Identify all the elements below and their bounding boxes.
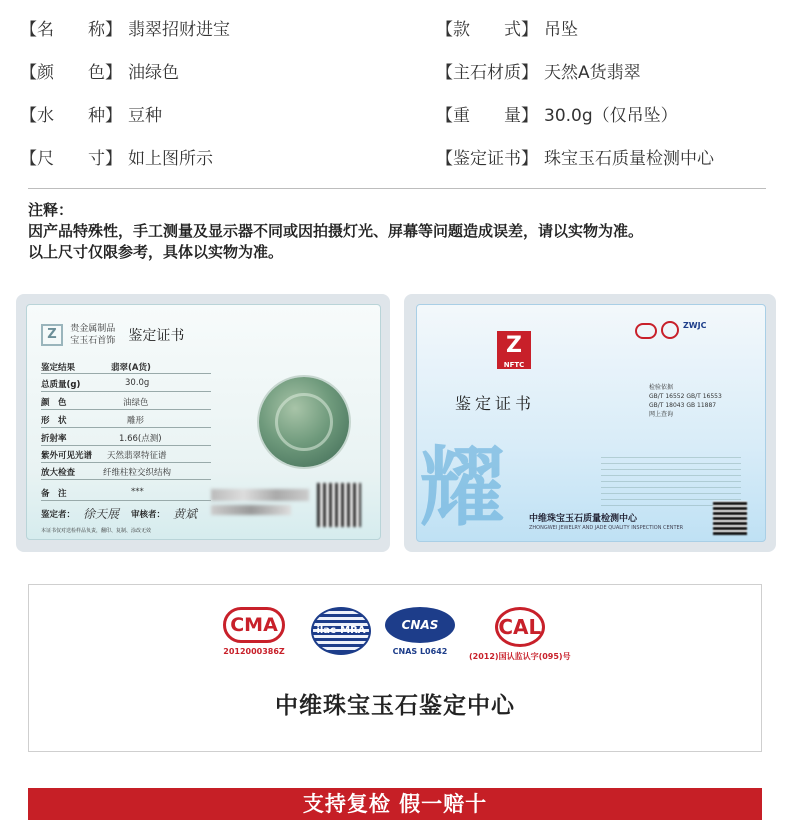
cert-rule: [41, 462, 211, 463]
spec-value: 翡翠招财进宝: [128, 20, 230, 40]
cma-logo-caption: 2012000386Z: [223, 647, 285, 656]
standards-line: 检验依据: [649, 384, 674, 391]
spec-value: 30.0g（仅吊坠）: [544, 106, 678, 126]
spec-row-certificate: [436, 147, 714, 171]
cert-key: 紫外可见光谱: [41, 451, 93, 461]
cert-rule: [41, 479, 211, 480]
cert-value: 油绿色: [123, 398, 149, 408]
certificate-issuer: 中维珠宝玉石质量检测中心: [529, 514, 638, 524]
cert-reviewer-label: 审核者：: [131, 510, 166, 520]
seal-badge-icon: [661, 321, 679, 339]
spec-row-style: [436, 18, 578, 42]
standards-line: GB/T 16552 GB/T 16553: [649, 393, 722, 400]
cma-badge-icon: [635, 323, 657, 339]
blurred-serial-number: [211, 489, 309, 501]
ilac-mra-logo: [311, 607, 371, 655]
spec-label: 【颜 色】: [20, 63, 122, 83]
cert-rule: [41, 427, 211, 428]
cert-key: 总质量(g): [41, 380, 81, 390]
spec-value: 油绿色: [128, 63, 179, 83]
cnas-logo-icon: CNAS: [385, 607, 455, 643]
standards-line: 网上查询: [649, 411, 674, 418]
cma-logo-icon: CMA: [223, 607, 285, 643]
cert-key: 备 注: [41, 489, 67, 499]
cert-rule: [41, 500, 211, 501]
nftc-logo-icon: Z: [497, 331, 531, 361]
spec-divider: [28, 188, 766, 189]
cert-value: 雕形: [127, 416, 145, 426]
certificate-photo-right: [404, 294, 776, 552]
notes-line-2: 以上尺寸仅限参考，具体以实物为准。: [28, 243, 284, 261]
cert-reviewer-signature: 黄斌: [173, 507, 198, 521]
notes-line-1: 因产品特殊性，手工测量及显示器不同或因拍摄灯光、屏幕等问题造成误差，请以实物为准。: [28, 222, 644, 240]
cert-value: 1.66(点测): [119, 434, 162, 444]
qr-code-icon: [317, 483, 361, 527]
spec-row-weight: [436, 104, 678, 128]
certificate-title: 鉴定证书: [128, 328, 185, 344]
certificate-issuer-en: ZHONGWEI JEWELRY AND JADE QUALITY INSPECTION CENTER: [529, 525, 684, 531]
spec-value: 天然A货翡翠: [544, 63, 641, 83]
certificate-logo-icon: Z: [41, 324, 63, 346]
cert-key: 形 状: [41, 416, 67, 426]
cert-inspector-label: 鉴定者：: [41, 510, 76, 520]
authority-title: 中维珠宝玉石鉴定中心: [275, 693, 515, 719]
product-spec-table: [0, 0, 790, 190]
cert-value: 纤维柱粒交织结构: [103, 468, 172, 478]
spec-label: 【重 量】: [436, 106, 538, 126]
spec-row-water-type: [20, 104, 162, 128]
certificate-org: [70, 323, 115, 347]
cert-rule: [41, 373, 211, 374]
cert-value: 30.0g: [125, 378, 150, 388]
blurred-serial-number: [211, 505, 291, 515]
certificate-title: 鉴定证书: [455, 394, 536, 413]
spec-label: 【水 种】: [20, 106, 122, 126]
cert-key: 鉴定结果: [41, 363, 76, 373]
spec-value: 吊坠: [544, 20, 578, 40]
spec-value: 如上图所示: [128, 149, 213, 169]
cert-key: 放大检查: [41, 468, 76, 478]
certificate-org-line-1: 贵金属制品: [70, 324, 116, 334]
nftc-logo-text: NFTC: [497, 361, 531, 369]
guarantee-banner: 支持复检 假一赔十: [28, 788, 762, 820]
cma-logo: [223, 607, 285, 656]
spec-row-size: [20, 147, 213, 171]
cert-inspector-signature: 徐天展: [83, 507, 120, 521]
cert-rule: [41, 445, 211, 446]
qr-code-icon: [713, 501, 747, 535]
cal-logo-caption: (2012)国认监认字(095)号: [469, 652, 571, 661]
certificate-header: [41, 323, 184, 347]
certificate-fine-print: [601, 457, 741, 507]
authority-panel: [28, 584, 762, 752]
cert-value: 天然翡翠特征谱: [107, 451, 167, 461]
cert-key: 颜 色: [41, 398, 67, 408]
notes-section: [28, 200, 643, 263]
spec-row-name: [20, 18, 230, 42]
spec-value: 珠宝玉石质量检测中心: [544, 149, 714, 169]
cnas-logo-caption: CNAS L0642: [392, 647, 448, 656]
watermark-glyph: 耀: [419, 438, 505, 538]
spec-label: 【主石材质】: [436, 63, 538, 83]
certificate-card: [416, 304, 766, 542]
certificate-card: [26, 304, 381, 540]
cal-logo-icon: CAL: [495, 607, 545, 647]
zwjc-badge: ZWJC: [683, 321, 707, 330]
spec-value: 豆种: [128, 106, 162, 126]
cert-footnote: 本证书仅对送检样品负责，翻印、复制、涂改无效: [41, 528, 152, 534]
cert-key: 折射率: [41, 434, 67, 444]
cal-logo: [469, 607, 571, 662]
certificate-standards: [649, 383, 722, 419]
accreditation-badges: [635, 321, 706, 343]
spec-label: 【款 式】: [436, 20, 538, 40]
certificate-photo-left: [16, 294, 390, 552]
ilac-mra-logo-icon: ilac-MRA: [311, 607, 371, 655]
standards-line: GB/T 18043 GB 11887: [649, 402, 717, 409]
spec-row-material: [436, 61, 641, 85]
cert-rule: [41, 391, 211, 392]
notes-title: 注释：: [28, 201, 74, 219]
spec-label: 【名 称】: [20, 20, 122, 40]
cert-value: 翡翠(A货): [111, 363, 151, 373]
certificate-org-line-2: 宝玉石首饰: [70, 336, 116, 346]
cert-rule: [41, 409, 211, 410]
cnas-logo: [385, 607, 455, 656]
spec-row-color: [20, 61, 179, 85]
spec-label: 【尺 寸】: [20, 149, 122, 169]
spec-label: 【鉴定证书】: [436, 149, 538, 169]
jade-pendant-carving: [275, 393, 333, 451]
cert-value: ***: [131, 487, 144, 497]
